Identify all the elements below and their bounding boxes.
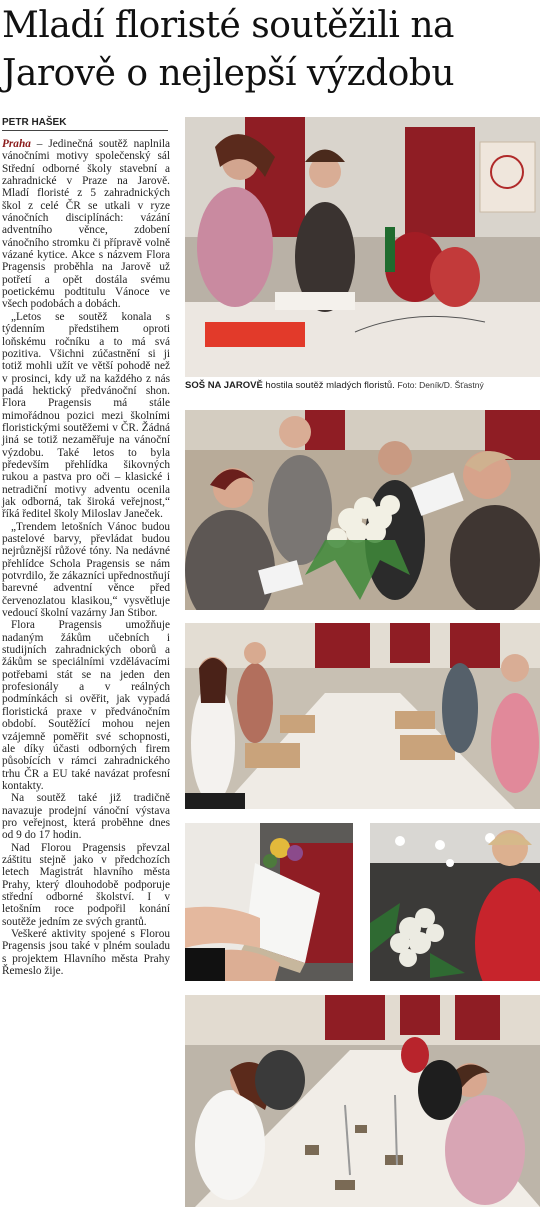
article-paragraph: Veškeré aktivity spojené s Florou Pragensis jsou také v plném souladu s projektem Hlavního města Prahy Řemeslo žije. xyxy=(2,928,170,978)
lead-text: – Jedinečná soutěž naplnila vánočními motivy společenský sál Střední odborné školy stavební a zahradnické v Praze na Jarově. Mladí floristé z 5 zahradnických škol z celé ČR se utkali v ryze vánočních disciplínách: vázání adventního věnce, zdobení vánočního stromku či přípravě volně vázané kytice. Akce s názvem Flora Pragensis proběhla na Jarově už potřetí a opět dostála svému poetickému podtitulu Vánoce ve všech podobách a dobách. xyxy=(2,138,170,311)
article-body xyxy=(2,138,170,977)
article-paragraph: Flora Pragensis umožňuje nadaným žákům učebních i studijních zahradnických oborů a žákům se speciálními vzdělávacími potřebami stát se na jeden den profesionály a v reálných podmínkách si ověřit, jak vypadá floristická praxe v předvánočním období. Soutěžící mohou nejen vzájemně poměřit své schopnosti, ale díky účasti odborných firem působících v rámci zahradnického trhu ČR a EU také navázat profesní kontakty. xyxy=(2,619,170,792)
headline: Mladí floristé soutěžili na Jarově o nejlepší výzdobu xyxy=(2,5,455,94)
photo-jury-bouquet xyxy=(185,410,540,610)
article-paragraph: „Letos se soutěž konala s týdenním předstihem oproti loňskému ročníku a to má svá pozitiva. Všichni zúčastnění si ji totiž mohli užít ve větší pohodě než v prosinci, kdy už na každého z nás padá hektický předvánoční shon. Flora Pragensis má stále mimořádnou pozici mezi školními floristickými soutěžemi v ČR. Žádná jiná se totiž nezaměřuje na vánoční výzdobu. Také letos to byla především přehlídka šikovných rukou a pastva pro oči – klasické i netradiční motivy adventu ocenila jak odborná, tak široká veřejnost,“ říká ředitel školy Miloslav Janeček. xyxy=(2,310,170,521)
photo-caption xyxy=(185,380,540,391)
article-paragraph: Na soutěž také již tradičně navazuje prodejní vánoční výstava pro veřejnost, která proběhne dnes od 9 do 17 hodin. xyxy=(2,792,170,842)
byline-author: PETR HAŠEK xyxy=(2,117,168,131)
article-lead xyxy=(2,138,170,311)
photo-main-hall xyxy=(185,117,540,377)
photo-long-table xyxy=(185,995,540,1207)
article-paragraph: „Trendem letošních Vánoc budou pastelové barvy, převládat budou nejrůznější růžové tóny. Na nedávné přehlídce Schola Pragensis se nám potvrdilo, že zákazníci upřednostňují barevné adventní věnce před červenozlatou klasikou,“ vysvětluje vedoucí školní vazárny Jan Stibor. xyxy=(2,520,170,620)
dateline-place: Praha xyxy=(2,138,31,150)
photo-contestants-hall xyxy=(185,623,540,809)
photo-contestant-flowers xyxy=(370,823,540,981)
photo-credit: Foto: Deník/D. Šťastný xyxy=(397,380,484,390)
caption-text: hostila soutěž mladých floristů. xyxy=(262,380,395,391)
photo-decoration-closeup xyxy=(185,823,353,981)
article-paragraph: Nad Florou Pragensis převzal záštitu stejně jako v předchozích letech Magistrát hlavního města Prahy, který dlouhodobě podporuje střední odborné školství. I v letošním roce podpořil konání soutěže jedním ze svých grantů. xyxy=(2,841,170,928)
caption-bold: SOŠ NA JAROVĚ xyxy=(185,380,263,391)
